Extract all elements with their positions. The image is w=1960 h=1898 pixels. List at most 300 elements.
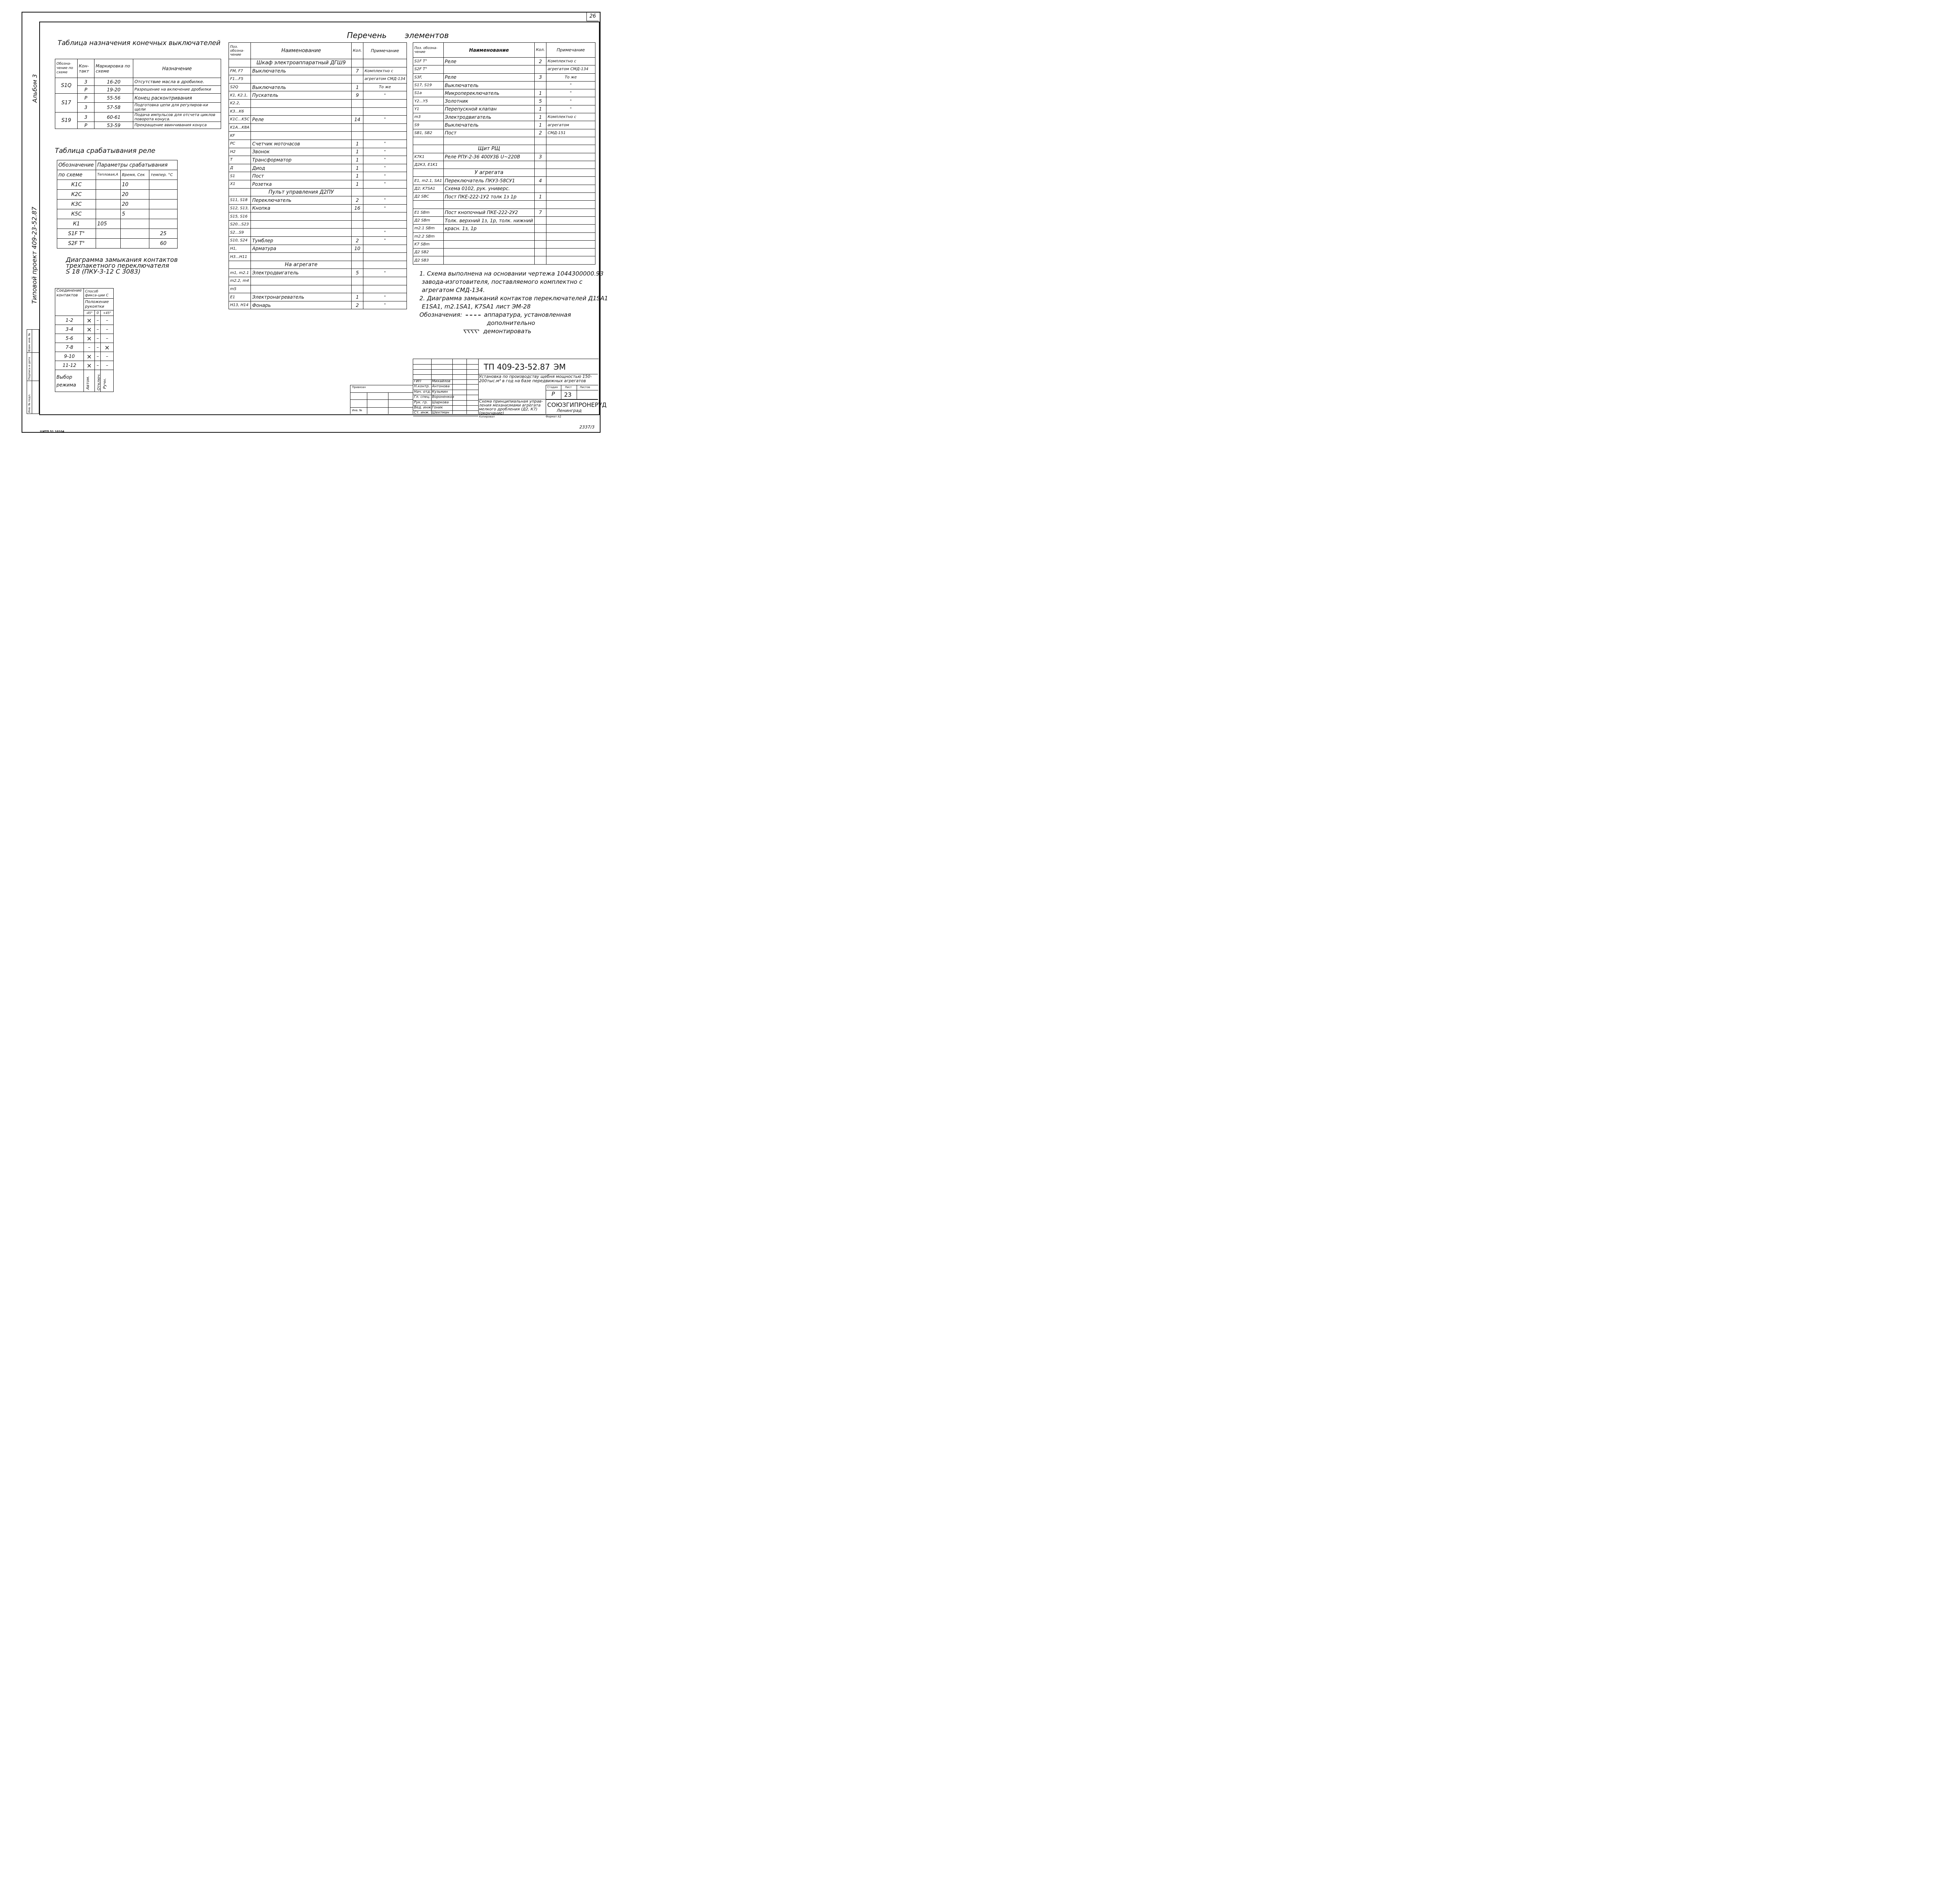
table-row bbox=[229, 212, 407, 221]
perechen-cell bbox=[251, 277, 352, 285]
t2-cell bbox=[96, 200, 121, 209]
table-row bbox=[229, 107, 407, 116]
perechen-cell: Арматура bbox=[251, 245, 352, 253]
project-code: ТП 409-23-52.87 bbox=[484, 362, 550, 372]
t1-cell: 16-20 bbox=[94, 78, 133, 86]
perechen-cell: То же bbox=[363, 83, 407, 91]
role-label: Рук. гр. bbox=[414, 400, 428, 405]
t1-h-kontakt: Кон-такт bbox=[78, 59, 94, 78]
table-row bbox=[229, 204, 407, 212]
t2-cell bbox=[96, 209, 121, 219]
perechen-cell bbox=[535, 249, 546, 256]
perechen-cell: " bbox=[363, 229, 407, 237]
pr-h1: Наименование bbox=[443, 43, 535, 58]
perechen-cell: Выключатель bbox=[251, 83, 352, 91]
perechen-cell: Электронагреватель bbox=[251, 293, 352, 301]
person-name: Гоник bbox=[432, 405, 443, 410]
person-name: Антонова bbox=[432, 385, 450, 389]
perechen-cell: K7 SBm bbox=[413, 240, 444, 248]
table-row bbox=[413, 240, 595, 248]
perechen-cell: 3 bbox=[535, 73, 546, 81]
table-row bbox=[413, 97, 595, 105]
archive-number: 2337/3 bbox=[579, 425, 595, 430]
t1-cell: Р bbox=[78, 122, 94, 129]
perechen-cell bbox=[546, 169, 595, 177]
pl-h3: Примечание bbox=[363, 43, 407, 59]
perechen-cell: То же bbox=[546, 73, 595, 81]
perechen-cell: " bbox=[363, 237, 407, 245]
perechen-cell: Розетка bbox=[251, 180, 352, 188]
perechen-cell: Выключатель bbox=[443, 121, 535, 129]
d-cell: × bbox=[84, 334, 95, 343]
t1-cell: 60-61 bbox=[94, 113, 133, 122]
perechen-cell: 3 bbox=[535, 153, 546, 161]
perechen-cell bbox=[535, 240, 546, 248]
perechen-cell bbox=[251, 229, 352, 237]
table-row bbox=[229, 123, 407, 132]
perechen-cell: SB1, SB2 bbox=[413, 129, 444, 137]
perechen-cell: 1 bbox=[535, 121, 546, 129]
table-row bbox=[55, 316, 114, 325]
table-row bbox=[229, 91, 407, 100]
perechen-cell bbox=[352, 75, 363, 83]
table-row bbox=[229, 245, 407, 253]
pl-h0: Поз. обозна-чение bbox=[229, 43, 251, 59]
album-label: Альбом 3 bbox=[31, 74, 38, 103]
ciitp-label: ЦИТП 51 10104 bbox=[40, 430, 64, 433]
perechen-cell: FM, F7 bbox=[229, 67, 251, 75]
perechen-cell: S2F T° bbox=[413, 65, 444, 73]
perechen-cell: 1 bbox=[352, 140, 363, 148]
table-row bbox=[229, 75, 407, 83]
perechen-cell: F1...F5 bbox=[229, 75, 251, 83]
table-row bbox=[55, 370, 114, 392]
perechen-cell bbox=[363, 285, 407, 293]
contact-diagram-table bbox=[55, 288, 114, 392]
t1-cell: S19 bbox=[55, 113, 78, 129]
perechen-cell: " bbox=[363, 196, 407, 205]
table-row bbox=[413, 201, 595, 209]
table-row bbox=[55, 352, 114, 361]
perechen-cell: Переключатель bbox=[251, 196, 352, 205]
perechen-cell: " bbox=[363, 172, 407, 180]
stamp-inv: Инв. № подл. bbox=[28, 394, 31, 413]
perechen-cell: H2 bbox=[229, 148, 251, 156]
sheet-value: 23 bbox=[564, 391, 572, 398]
perechen-cell bbox=[443, 256, 535, 264]
t2-cell bbox=[121, 229, 149, 239]
perechen-cell bbox=[352, 220, 363, 229]
project-label: Типовой проект 409-23-52.87 bbox=[31, 207, 38, 304]
table-row bbox=[57, 239, 178, 249]
perechen-cell: 1 bbox=[352, 172, 363, 180]
legend-1b: дополнительно bbox=[487, 319, 535, 327]
perechen-cell bbox=[251, 285, 352, 293]
perechen-cell: m2.2, m4 bbox=[229, 277, 251, 285]
pr-h0: Поз. обозна-чение bbox=[413, 43, 444, 58]
diagram-title-1: Диаграмма замыкания контактов bbox=[66, 256, 178, 263]
d-cell: 3-4 bbox=[55, 325, 84, 334]
perechen-cell bbox=[363, 277, 407, 285]
table-row bbox=[413, 89, 595, 97]
table-row bbox=[413, 58, 595, 65]
table-row bbox=[413, 169, 595, 177]
perechen-cell: 14 bbox=[352, 116, 363, 124]
perechen-cell bbox=[363, 188, 407, 196]
table-row bbox=[229, 180, 407, 188]
d-cell: – bbox=[95, 334, 101, 343]
pl-h2: Кол. bbox=[352, 43, 363, 59]
role-label: Н.контр. bbox=[414, 385, 430, 389]
note-2: 2. Диаграмма замыканий контактов переключателей Д1SA1 bbox=[419, 295, 608, 302]
note-2b: E1SA1, m2.1SA1, K7SA1 лист ЭМ-28 bbox=[422, 303, 531, 310]
pr-h3: Примечание bbox=[546, 43, 595, 58]
table-row bbox=[229, 277, 407, 285]
perechen-cell bbox=[363, 253, 407, 261]
table-row bbox=[55, 113, 221, 122]
perechen-cell: " bbox=[363, 164, 407, 172]
perechen-cell bbox=[535, 216, 546, 224]
t1-cell: 19-20 bbox=[94, 86, 133, 94]
perechen-cell: S2Q bbox=[229, 83, 251, 91]
perechen-cell: Электродвигатель bbox=[251, 269, 352, 277]
perechen-cell bbox=[363, 107, 407, 116]
person-name: Шехтман bbox=[432, 411, 449, 415]
perechen-cell bbox=[546, 145, 595, 153]
perechen-cell: Y2...Y5 bbox=[413, 97, 444, 105]
perechen-cell bbox=[352, 132, 363, 140]
perechen-cell bbox=[535, 161, 546, 169]
table-row bbox=[413, 105, 595, 113]
perechen-cell: S15, S16 bbox=[229, 212, 251, 221]
perechen-cell bbox=[352, 188, 363, 196]
perechen-cell: Пост bbox=[443, 129, 535, 137]
perechen-cell bbox=[546, 185, 595, 192]
t2-cell: К3С bbox=[57, 200, 96, 209]
perechen-cell: m1, m2.1 bbox=[229, 269, 251, 277]
perechen-cell: Шкаф электроаппаратный ДГШ9 bbox=[251, 59, 352, 67]
perechen-cell bbox=[251, 107, 352, 116]
t2-cell: 105 bbox=[96, 219, 121, 229]
t1-cell: 3 bbox=[78, 78, 94, 86]
t1-cell: Р bbox=[78, 94, 94, 103]
table-row bbox=[413, 81, 595, 89]
table-row bbox=[57, 190, 178, 200]
perechen-cell bbox=[443, 249, 535, 256]
d-cell: 7-8 bbox=[55, 343, 84, 352]
t1-cell: Подготовка цепи для регулиров-ки щели bbox=[133, 103, 221, 113]
d-mode-off: Отключ. bbox=[97, 373, 102, 390]
t1-cell: 57-58 bbox=[94, 103, 133, 113]
perechen-cell: 1 bbox=[535, 105, 546, 113]
copied-label: Копировал bbox=[479, 415, 495, 418]
perechen-cell bbox=[546, 161, 595, 169]
table-row bbox=[57, 200, 178, 209]
limit-switch-table bbox=[55, 59, 221, 129]
d-cell: – bbox=[95, 361, 101, 370]
perechen-cell: 2 bbox=[352, 196, 363, 205]
signature-row bbox=[413, 406, 478, 411]
perechen-cell: красн. 1з, 1р bbox=[443, 225, 535, 232]
perechen-cell: 1 bbox=[535, 89, 546, 97]
table-row bbox=[229, 229, 407, 237]
pr-h2: Кол. bbox=[535, 43, 546, 58]
perechen-cell: Выключатель bbox=[251, 67, 352, 75]
table-row bbox=[229, 116, 407, 124]
table-row bbox=[229, 253, 407, 261]
signature-row bbox=[413, 411, 478, 416]
t1-h-mark: Маркировка по схеме bbox=[94, 59, 133, 78]
perechen-cell: K1A...K8A bbox=[229, 123, 251, 132]
format-label: Формат А2 bbox=[546, 415, 561, 418]
perechen-cell: Комплектно с bbox=[546, 58, 595, 65]
privyazan-label: Привязан bbox=[352, 386, 366, 389]
perechen-cell bbox=[352, 59, 363, 67]
t2-cell: 10 bbox=[121, 180, 149, 190]
d-cell: – bbox=[84, 343, 95, 352]
d-mode-label: Выбор режима bbox=[55, 370, 84, 392]
perechen-cell: " bbox=[363, 148, 407, 156]
perechen-cell: Схема 0102, рук. универс. bbox=[443, 185, 535, 192]
perechen-cell: X1 bbox=[229, 180, 251, 188]
table-row bbox=[413, 249, 595, 256]
table-row bbox=[229, 148, 407, 156]
table-row bbox=[413, 216, 595, 224]
perechen-cell: 16 bbox=[352, 204, 363, 212]
perechen-cell bbox=[546, 193, 595, 201]
perechen-cell bbox=[413, 137, 444, 145]
t2-cell: 5 bbox=[121, 209, 149, 219]
perechen-cell: S17, S19 bbox=[413, 81, 444, 89]
perechen-cell bbox=[251, 99, 352, 107]
table-row bbox=[229, 59, 407, 67]
perechen-cell bbox=[413, 169, 444, 177]
title-block bbox=[413, 359, 607, 416]
perechen-cell bbox=[535, 185, 546, 192]
perechen-cell bbox=[546, 232, 595, 240]
perechen-cell: Счетчик моточасов bbox=[251, 140, 352, 148]
stage-value: Р bbox=[552, 391, 555, 397]
perechen-cell bbox=[352, 285, 363, 293]
perechen-cell: " bbox=[363, 180, 407, 188]
perechen-cell bbox=[546, 225, 595, 232]
t1-cell: Подача импульсов для отсчета циклов поворота конуса. bbox=[133, 113, 221, 122]
perechen-cell: K7K1 bbox=[413, 153, 444, 161]
legend-1: аппаратура, установленная bbox=[484, 311, 571, 318]
sheet-label: Лист bbox=[565, 386, 572, 389]
perechen-cell: E1 SBm bbox=[413, 209, 444, 216]
perechen-cell bbox=[251, 253, 352, 261]
perechen-cell bbox=[546, 216, 595, 224]
table-row bbox=[413, 121, 595, 129]
privyazan-block bbox=[350, 385, 413, 414]
perechen-cell bbox=[443, 240, 535, 248]
perechen-cell: Фонарь bbox=[251, 301, 352, 309]
table-row bbox=[229, 132, 407, 140]
t2-h5: темпер. °С bbox=[149, 170, 178, 180]
doc-mark: ЭМ bbox=[554, 362, 566, 372]
perechen-cell bbox=[535, 81, 546, 89]
stamp-sign: Подпись и дата bbox=[28, 357, 31, 380]
perechen-cell: 9 bbox=[352, 91, 363, 100]
perechen-cell: S11, S18 bbox=[229, 196, 251, 205]
d-cell: × bbox=[101, 343, 114, 352]
perechen-cell: 1 bbox=[352, 83, 363, 91]
perechen-cell: Переключатель ПКУ3-58СУ1 bbox=[443, 177, 535, 185]
d-mode-manual: Ручн. bbox=[103, 378, 107, 389]
d-h4: 0 bbox=[95, 310, 101, 316]
perechen-cell bbox=[229, 188, 251, 196]
table-row bbox=[413, 185, 595, 192]
perechen-cell: H13, H14 bbox=[229, 301, 251, 309]
perechen-cell: E1, m2.1, SA1 bbox=[413, 177, 444, 185]
perechen-cell: H1, bbox=[229, 245, 251, 253]
perechen-cell: 10 bbox=[352, 245, 363, 253]
city: Ленинград bbox=[557, 408, 582, 413]
perechen-cell: m3 bbox=[413, 113, 444, 121]
d-cell: – bbox=[101, 325, 114, 334]
table1-title: Таблица назначения конечных выключателей bbox=[58, 39, 221, 47]
table-row bbox=[229, 293, 407, 301]
note-1: 1. Схема выполнена на основании чертежа 1044300000.93 bbox=[419, 270, 604, 277]
t1-h-naz: Назначение bbox=[133, 59, 221, 78]
t2-cell bbox=[96, 239, 121, 249]
perechen-cell bbox=[363, 212, 407, 221]
table-row bbox=[413, 137, 595, 145]
d-cell: – bbox=[95, 316, 101, 325]
table-row bbox=[55, 94, 221, 103]
signature-row bbox=[413, 379, 478, 385]
stage-label: Стадия bbox=[547, 386, 558, 389]
table-row bbox=[413, 256, 595, 264]
perechen-cell: 7 bbox=[535, 209, 546, 216]
t2-h4: Время, Сек bbox=[121, 170, 149, 180]
d-cell: × bbox=[84, 361, 95, 370]
perechen-cell: Реле bbox=[443, 73, 535, 81]
perechen-cell: Реле bbox=[443, 58, 535, 65]
dashed-line-icon bbox=[466, 315, 481, 316]
table-row bbox=[413, 177, 595, 185]
perechen-cell bbox=[251, 123, 352, 132]
perechen-cell bbox=[535, 137, 546, 145]
t2-cell bbox=[96, 180, 121, 190]
perechen-cell: Д2 SBm bbox=[413, 216, 444, 224]
t1-cell: Конец расконтривания bbox=[133, 94, 221, 103]
perechen-cell: K2.2, bbox=[229, 99, 251, 107]
t2-cell: 25 bbox=[149, 229, 178, 239]
perechen-cell bbox=[352, 253, 363, 261]
perechen-cell: У агрегата bbox=[443, 169, 535, 177]
d-cell: × bbox=[84, 352, 95, 361]
code-row bbox=[478, 359, 598, 374]
perechen-cell: Толк. верхний 1з, 1р, толк. нижний bbox=[443, 216, 535, 224]
table-row bbox=[229, 301, 407, 309]
perechen-cell bbox=[363, 245, 407, 253]
table-row bbox=[229, 220, 407, 229]
table-row bbox=[413, 232, 595, 240]
perechen-cell: Диод bbox=[251, 164, 352, 172]
d-h5: +45° bbox=[101, 310, 114, 316]
sheet-number: 26 bbox=[586, 12, 599, 21]
perechen-cell: K3...K6 bbox=[229, 107, 251, 116]
perechen-cell: Д2; K7SA1 bbox=[413, 185, 444, 192]
t1-cell: S1Q bbox=[55, 78, 78, 94]
perechen-cell: 1 bbox=[535, 113, 546, 121]
d-cell: 5-6 bbox=[55, 334, 84, 343]
perechen-cell: Реле РПУ-2-36 400У3Б U~220В bbox=[443, 153, 535, 161]
perechen-cell bbox=[546, 249, 595, 256]
perechen-cell: Звонок bbox=[251, 148, 352, 156]
perechen-cell bbox=[443, 232, 535, 240]
table-row bbox=[57, 219, 178, 229]
table-row bbox=[229, 237, 407, 245]
table-row bbox=[229, 83, 407, 91]
perechen-cell: K1C...K5C bbox=[229, 116, 251, 124]
role-label: ГИП bbox=[414, 379, 421, 383]
perechen-cell bbox=[413, 201, 444, 209]
t2-cell bbox=[149, 219, 178, 229]
perechen-cell bbox=[229, 261, 251, 269]
d-cell: 1-2 bbox=[55, 316, 84, 325]
perechen-cell: агрегатом СМД-134 bbox=[363, 75, 407, 83]
signature-row bbox=[413, 401, 478, 406]
perechen-cell: 1 bbox=[352, 180, 363, 188]
table-row bbox=[57, 209, 178, 219]
perechen-cell: Пост bbox=[251, 172, 352, 180]
table-row bbox=[57, 180, 178, 190]
table-row bbox=[229, 261, 407, 269]
table-row bbox=[229, 140, 407, 148]
d-h0: Соединение контактов bbox=[55, 289, 84, 316]
role-label: Нач. отд. bbox=[414, 390, 431, 394]
elements-list-right bbox=[413, 42, 595, 265]
perechen-cell: " bbox=[363, 293, 407, 301]
d-cell: 11-12 bbox=[55, 361, 84, 370]
sheet-title: Схема принципиальная управ-ления механизмами агрегата мелкого дробления (Д2, К7) (окончание) bbox=[479, 399, 543, 416]
perechen-cell bbox=[352, 107, 363, 116]
t2-cell bbox=[121, 219, 149, 229]
perechen-cell: Д2К3, E1K1 bbox=[413, 161, 444, 169]
perechen-cell: 1 bbox=[352, 293, 363, 301]
perechen-cell: 1 bbox=[535, 193, 546, 201]
perechen-cell bbox=[546, 240, 595, 248]
person-name: Вороненков bbox=[432, 395, 454, 399]
perechen-cell: Комплектно с bbox=[546, 113, 595, 121]
t1-cell: Прекращение ввинчивания конуса bbox=[133, 122, 221, 129]
table-row bbox=[413, 153, 595, 161]
table-row bbox=[413, 65, 595, 73]
table-row bbox=[57, 229, 178, 239]
diagram-title-3: S 18 (ПКУ-3-12 С 3083) bbox=[66, 268, 141, 275]
elements-list-left bbox=[229, 42, 407, 309]
role-label: Вед. инж. bbox=[414, 405, 432, 410]
t2-cell: 60 bbox=[149, 239, 178, 249]
perechen-cell: 1 bbox=[352, 148, 363, 156]
t2-cell bbox=[149, 209, 178, 219]
perechen-cell bbox=[443, 201, 535, 209]
signature-row bbox=[413, 390, 478, 395]
d-cell: – bbox=[101, 316, 114, 325]
table-row bbox=[229, 285, 407, 293]
table-row bbox=[413, 129, 595, 137]
perechen-cell bbox=[352, 229, 363, 237]
table-row bbox=[55, 103, 221, 113]
legend-2: демонтировать bbox=[483, 328, 532, 335]
perechen-cell: E1 bbox=[229, 293, 251, 301]
stamp-vzam: Взам. инв. № bbox=[28, 333, 31, 352]
table-row bbox=[413, 73, 595, 81]
perechen-cell bbox=[535, 256, 546, 264]
